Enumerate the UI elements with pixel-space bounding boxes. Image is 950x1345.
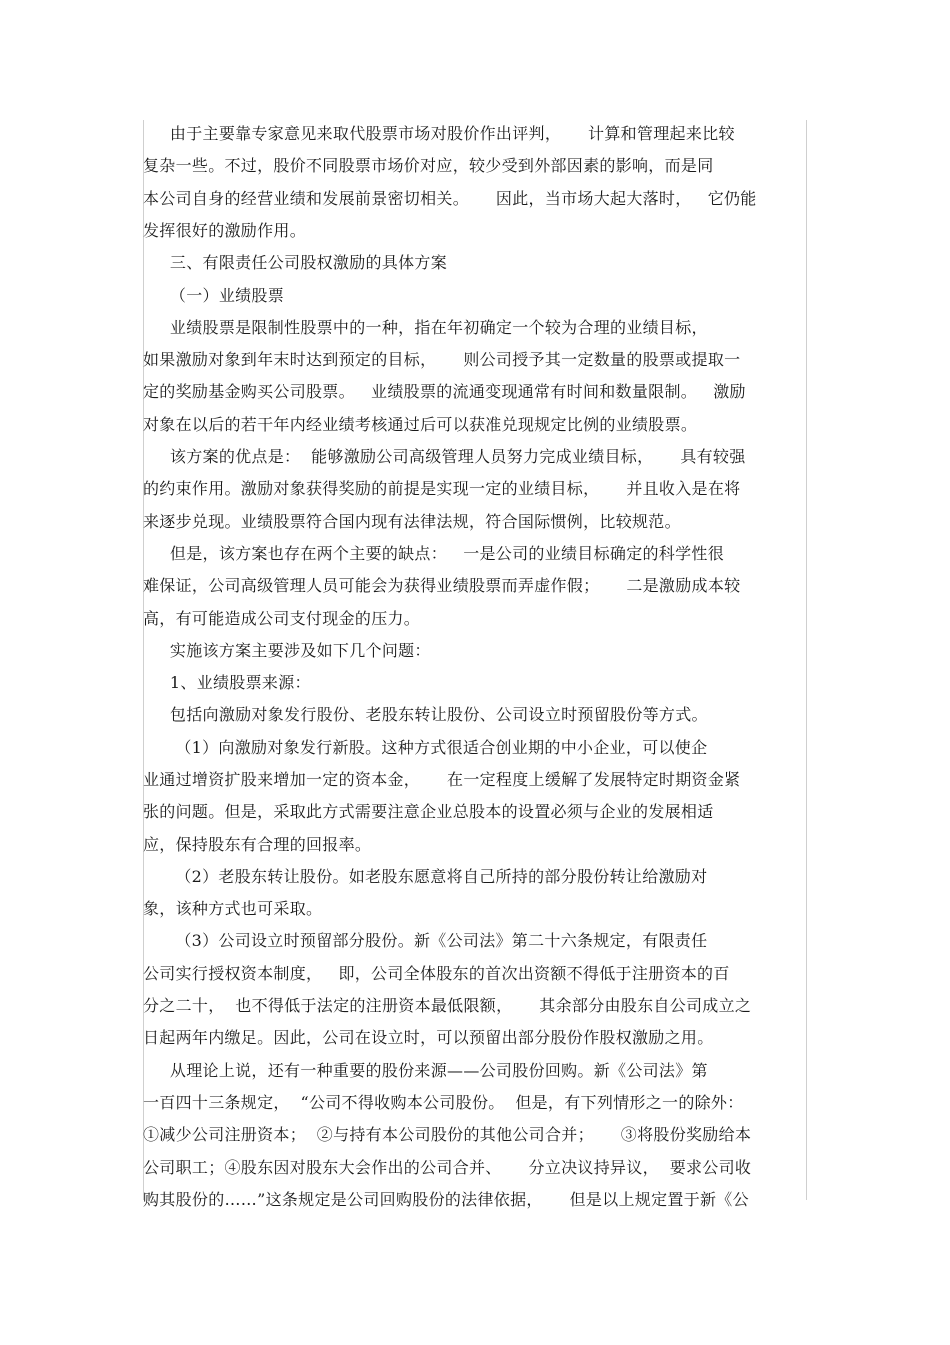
text-line: 购其股份的……”这条规定是公司回购股份的法律依据， 但是以上规定置于新《公 (143, 1190, 749, 1209)
text-line: 日起两年内缴足。因此，公司在设立时，可以预留出部分股份作股权激励之用。 (143, 1028, 714, 1047)
text-line: 象，该种方式也可采取。 (143, 899, 323, 918)
text-line: 公司实行授权资本制度， 即，公司全体股东的首次出资额不得低于注册资本的百 (143, 964, 730, 983)
text-line: 发挥很好的激励作用。 (143, 221, 307, 240)
text-line: 业绩股票是限制性股票中的一种，指在年初确定一个较为合理的业绩目标， (143, 318, 708, 337)
text-line: 包括向激励对象发行股份、老股东转让股份、公司设立时预留股份等方式。 (143, 705, 708, 724)
text-line: 复杂一些。不过，股价不同股票市场价对应，较少受到外部因素的影响，而是同 (143, 156, 714, 175)
text-line: （一）业绩股票 (143, 286, 285, 305)
text-line: 该方案的优点是： 能够激励公司高级管理人员努力完成业绩目标， 具有较强 (143, 447, 746, 466)
text-line: 应，保持股东有合理的回报率。 (143, 835, 372, 854)
text-line: （2）老股东转让股份。如老股东愿意将自己所持的部分股份转让给激励对 (143, 867, 708, 886)
text-line: 如果激励对象到年末时达到预定的目标， 则公司授予其一定数量的股票或提取一 (143, 350, 741, 369)
text-line: 本公司自身的经营业绩和发展前景密切相关。 因此，当市场大起大落时， 它仍能 (143, 189, 757, 208)
text-line: 的约束作用。激励对象获得奖励的前提是实现一定的业绩目标， 并且收入是在将 (143, 479, 741, 498)
text-line: 实施该方案主要涉及如下几个问题： (143, 641, 431, 660)
text-line: 公司职工；④股东因对股东大会作出的公司合并、 分立决议持异议， 要求公司收 (143, 1158, 752, 1177)
text-line: （3）公司设立时预留部分股份。新《公司法》第二十六条规定，有限责任 (143, 931, 708, 950)
text-line: 三、有限责任公司股权激励的具体方案 (143, 253, 448, 272)
text-line: 张的问题。但是，采取此方式需要注意企业总股本的设置必须与企业的发展相适 (143, 802, 714, 821)
text-line: ①减少公司注册资本； ②与持有本公司股份的其他公司合并； ③将股份奖励给本 (143, 1125, 752, 1144)
text-line: 定的奖励基金购买公司股票。 业绩股票的流通变现通常有时间和数量限制。 激励 (143, 382, 746, 401)
text-line: 由于主要靠专家意见来取代股票市场对股价作出评判， 计算和管理起来比较 (143, 124, 735, 143)
text-line: 难保证，公司高级管理人员可能会为获得业绩股票而弄虚作假； 二是激励成本较 (143, 576, 741, 595)
text-line: 一百四十三条规定， “公司不得收购本公司股份。 但是，有下列情形之一的除外： (143, 1093, 744, 1112)
text-line: （1）向激励对象发行新股。这种方式很适合创业期的中小企业，可以使企 (143, 738, 708, 757)
text-line: 分之二十， 也不得低于法定的注册资本最低限额， 其余部分由股东自公司成立之 (143, 996, 752, 1015)
text-line: 但是，该方案也存在两个主要的缺点： 一是公司的业绩目标确定的科学性很 (143, 544, 724, 563)
text-line: 业通过增资扩股来增加一定的资本金， 在一定程度上缓解了发展特定时期资金紧 (143, 770, 741, 789)
text-line: 来逐步兑现。业绩股票符合国内现有法律法规，符合国际惯例，比较规范。 (143, 512, 681, 531)
text-line: 从理论上说，还有一种重要的股份来源——公司股份回购。新《公司法》第 (143, 1061, 708, 1080)
text-line: 高，有可能造成公司支付现金的压力。 (143, 609, 421, 628)
text-line: 对象在以后的若干年内经业绩考核通过后可以获准兑现规定比例的业绩股票。 (143, 415, 698, 434)
text-line: 1、业绩股票来源： (143, 673, 311, 692)
